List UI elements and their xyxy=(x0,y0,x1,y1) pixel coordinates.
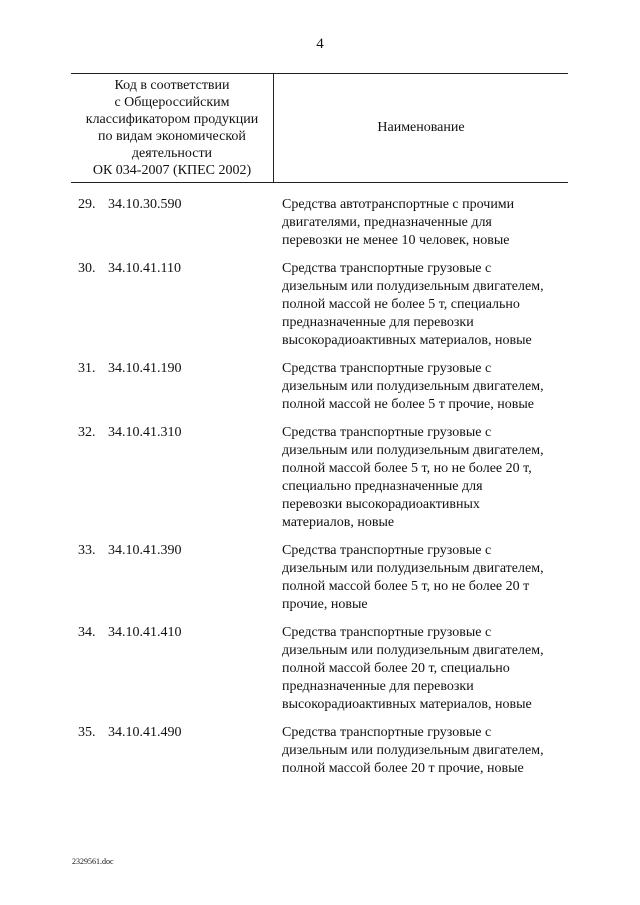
row-code: 34.10.41.190 xyxy=(108,361,182,376)
row-code: 34.10.41.410 xyxy=(108,625,182,640)
row-code: 34.10.41.310 xyxy=(108,425,182,440)
header-code-column: Код в соответствии с Общероссийским классификатором продукции по видам экономической деятельности ОК 034-2007 (КПЕС 2002) xyxy=(71,74,274,182)
row-name: Средства транспортные грузовые с дизельным или полудизельным двигателем, полной массой более 5 т, но не более 20 т прочие, новые xyxy=(282,543,544,612)
row-code: 34.10.41.110 xyxy=(108,261,181,276)
row-name: Средства транспортные грузовые с дизельным или полудизельным двигателем, полной массой не более 5 т прочие, новые xyxy=(282,361,544,412)
row-number: 34. xyxy=(78,625,96,640)
table-row xyxy=(72,724,568,778)
row-number: 35. xyxy=(78,725,96,740)
row-name: Средства транспортные грузовые с дизельным или полудизельным двигателем, полной массой более 5 т, но не более 20 т, специально предназначенные для перевозки высокорадиоактивных материалов, новые xyxy=(282,425,544,530)
table-header xyxy=(71,73,568,183)
table-row xyxy=(72,196,568,250)
row-name: Средства автотранспортные с прочими двигателями, предназначенные для перевозки не менее 10 человек, новые xyxy=(282,197,515,248)
footer-file-name: 2329561.doc xyxy=(72,857,114,866)
table-row xyxy=(72,424,568,532)
row-number: 32. xyxy=(78,425,96,440)
page-number: 4 xyxy=(316,36,324,52)
row-code: 34.10.41.390 xyxy=(108,543,182,558)
row-code: 34.10.41.490 xyxy=(108,725,182,740)
row-number: 29. xyxy=(78,197,96,212)
header-name-column: Наименование xyxy=(377,120,465,135)
row-number: 30. xyxy=(78,261,96,276)
row-name: Средства транспортные грузовые с дизельным или полудизельным двигателем, полной массой более 20 т прочие, новые xyxy=(282,725,544,776)
row-number: 33. xyxy=(78,543,96,558)
row-code: 34.10.30.590 xyxy=(108,197,182,212)
table-row xyxy=(72,360,568,414)
table-body xyxy=(72,196,568,788)
table-row xyxy=(72,624,568,714)
row-name: Средства транспортные грузовые с дизельным или полудизельным двигателем, полной массой более 20 т, специально предназначенные для перевозки высокорадиоактивных материалов, новые xyxy=(282,625,544,712)
table-row xyxy=(72,542,568,614)
row-number: 31. xyxy=(78,361,96,376)
table-row xyxy=(72,260,568,350)
row-name: Средства транспортные грузовые с дизельным или полудизельным двигателем, полной массой не более 5 т, специально предназначенные для перевозки высокорадиоактивных материалов, новые xyxy=(282,261,544,348)
